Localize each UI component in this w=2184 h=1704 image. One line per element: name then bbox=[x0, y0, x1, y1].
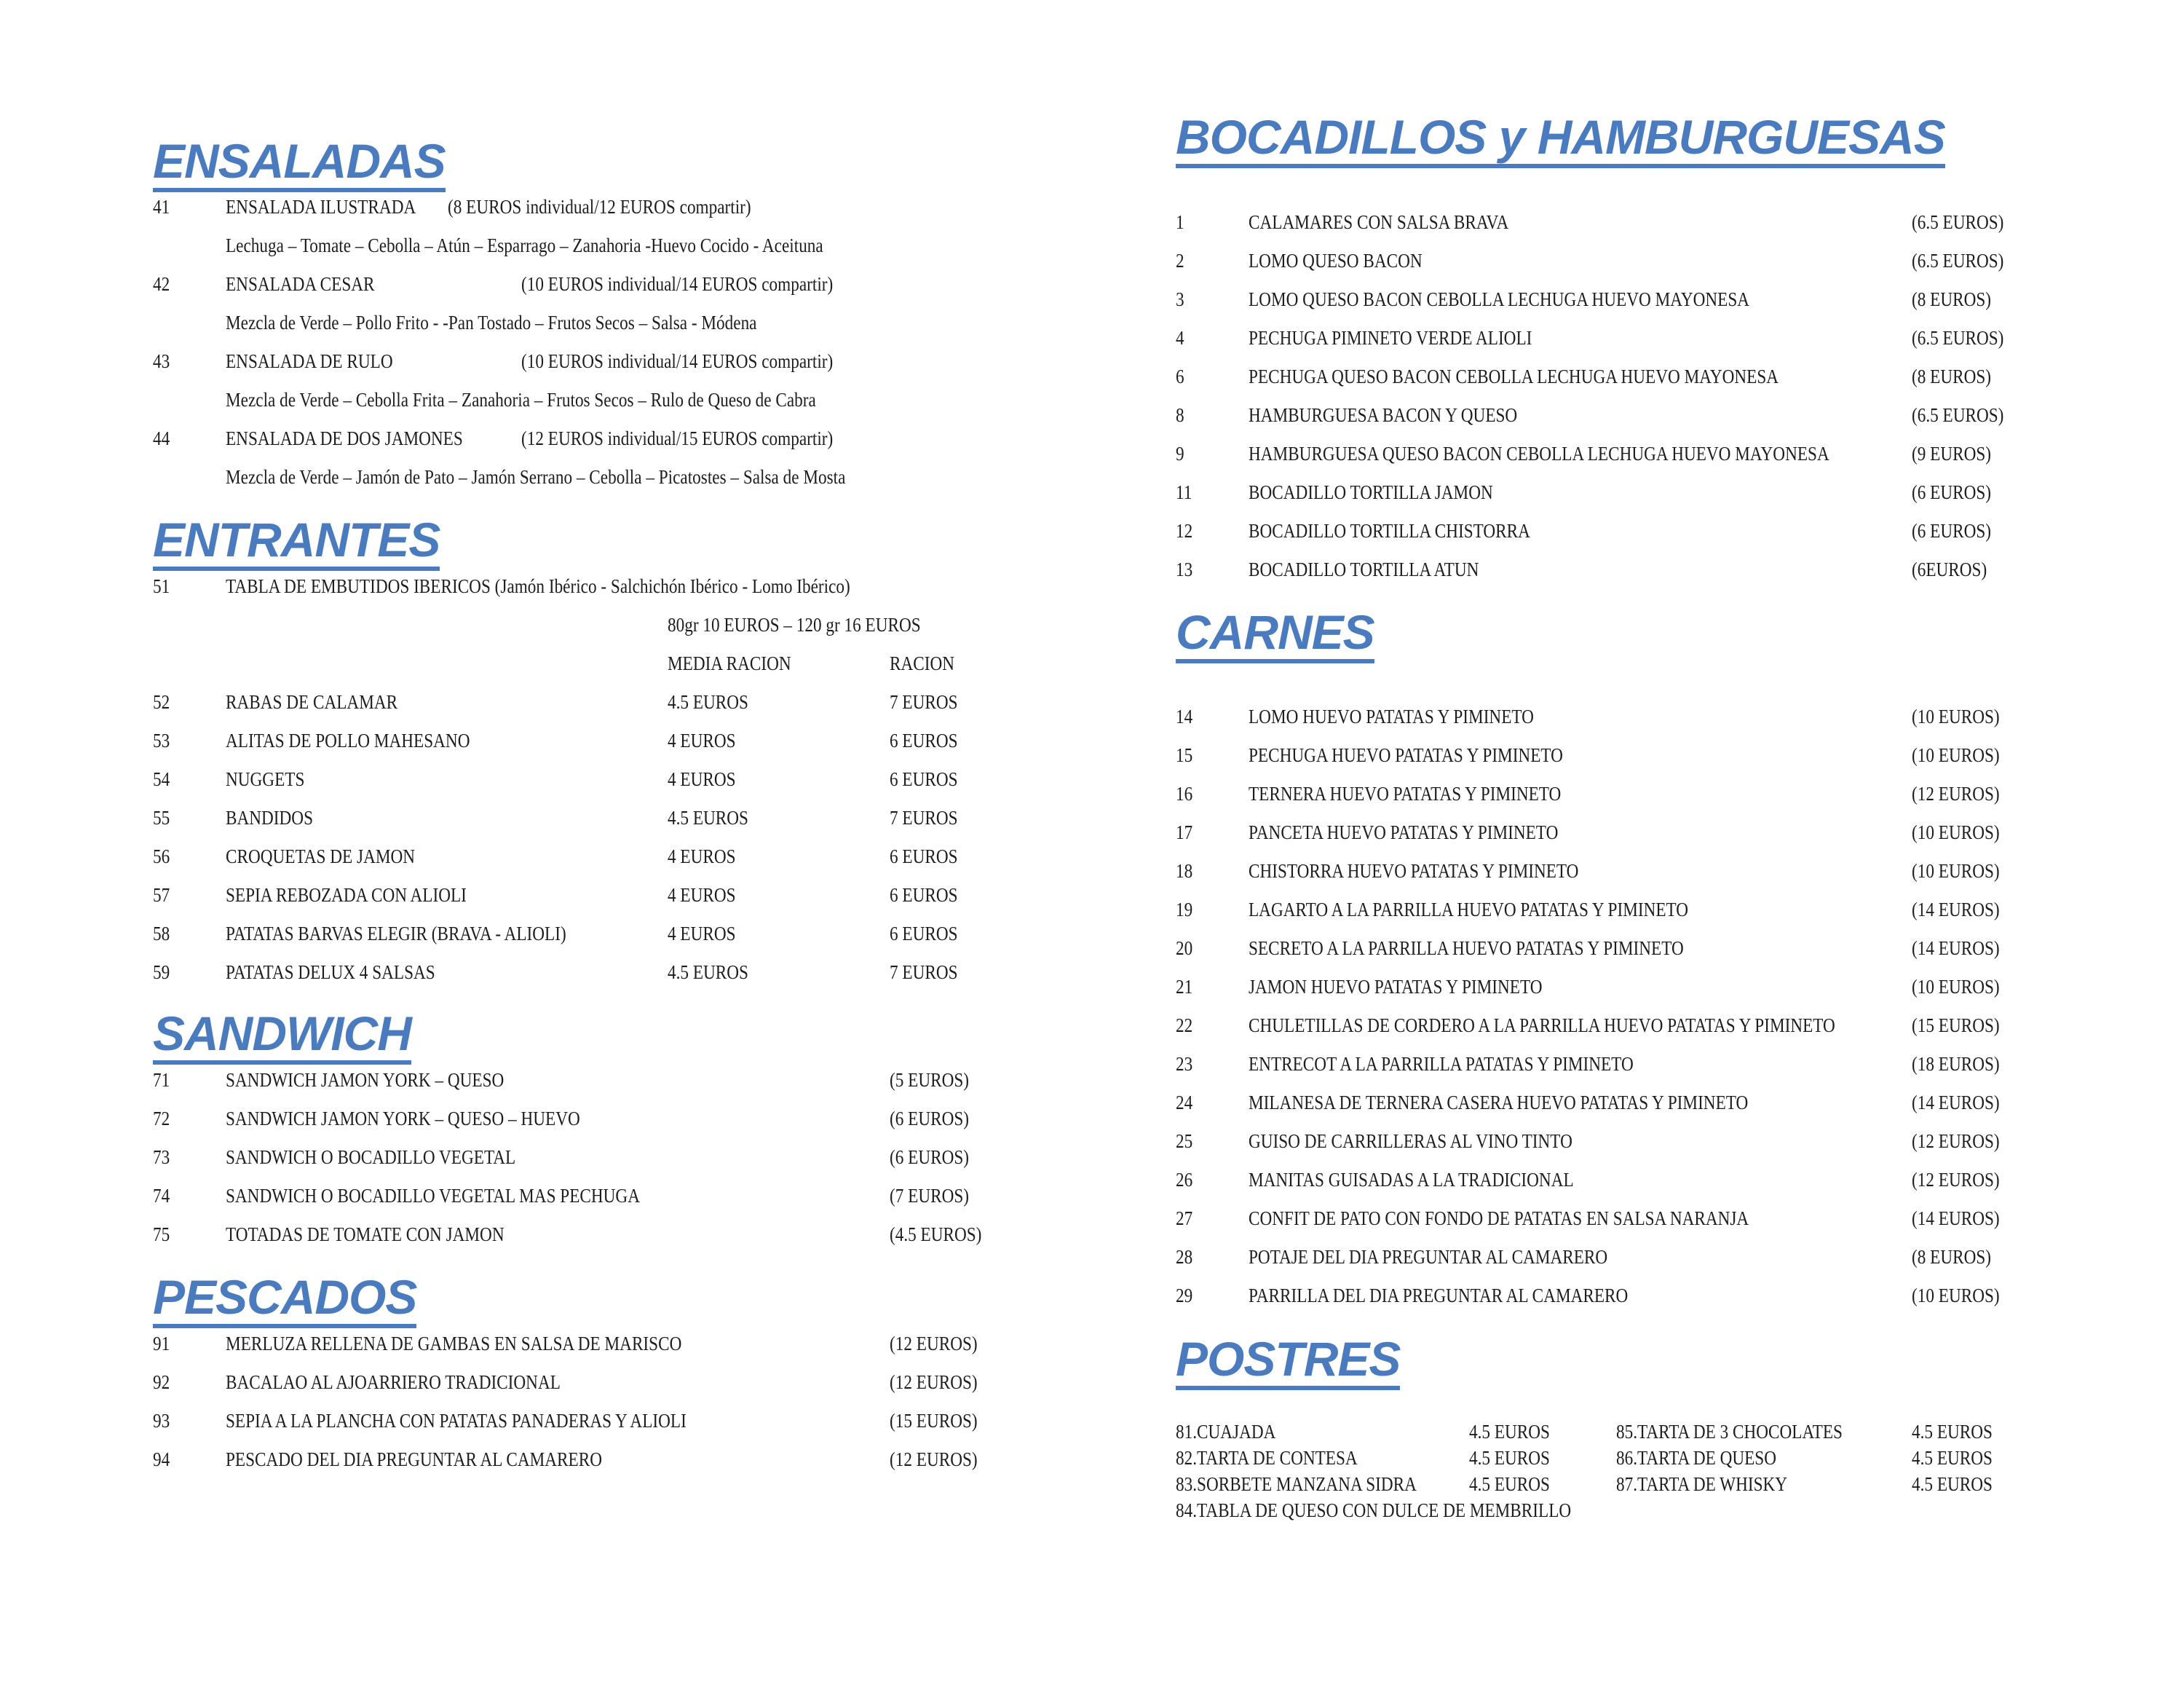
item-number: 4 bbox=[1176, 327, 1184, 349]
item-number: 15 bbox=[1176, 744, 1193, 766]
item-number: 29 bbox=[1176, 1285, 1193, 1306]
price-media: 4 EUROS bbox=[668, 923, 736, 944]
item-price: (8 EUROS) bbox=[1912, 366, 1992, 387]
dessert-name: 86.TARTA DE QUESO bbox=[1616, 1447, 1776, 1469]
item-number: 71 bbox=[153, 1069, 170, 1091]
item-name: JAMON HUEVO PATATAS Y PIMINETO bbox=[1249, 976, 1543, 998]
price-racion: 7 EUROS bbox=[890, 961, 958, 983]
item-name: TOTADAS DE TOMATE CON JAMON bbox=[226, 1223, 505, 1245]
dessert-name: 82.TARTA DE CONTESA bbox=[1176, 1447, 1358, 1469]
item-number: 44 bbox=[153, 427, 170, 449]
item-description: Mezcla de Verde – Jamón de Pato – Jamón Serrano – Cebolla – Picatostes – Salsa de Mosta bbox=[226, 466, 846, 488]
item-number: 28 bbox=[1176, 1246, 1193, 1268]
item-name: PESCADO DEL DIA PREGUNTAR AL CAMARERO bbox=[226, 1448, 602, 1470]
item-number: 8 bbox=[1176, 404, 1184, 426]
item-number: 11 bbox=[1176, 481, 1192, 503]
item-price: (14 EUROS) bbox=[1912, 899, 2000, 920]
item-price: (12 EUROS) bbox=[1912, 1130, 2000, 1152]
item-number: 3 bbox=[1176, 288, 1184, 310]
item-name: BOCADILLO TORTILLA JAMON bbox=[1249, 481, 1493, 503]
item-number: 2 bbox=[1176, 250, 1184, 272]
dessert-price: 4.5 EUROS bbox=[1912, 1421, 1993, 1443]
item-price: (6 EUROS) bbox=[1912, 520, 1992, 542]
item-price: (14 EUROS) bbox=[1912, 937, 2000, 959]
item-price: (7 EUROS) bbox=[890, 1185, 970, 1207]
item-number: 14 bbox=[1176, 706, 1193, 727]
item-number: 21 bbox=[1176, 976, 1193, 998]
item-price: (10 EUROS) bbox=[1912, 706, 2000, 727]
item-name: ENSALADA CESAR bbox=[226, 273, 375, 295]
dessert-price: 4.5 EUROS bbox=[1469, 1421, 1550, 1443]
price-racion: 6 EUROS bbox=[890, 730, 958, 752]
item-price: (14 EUROS) bbox=[1912, 1092, 2000, 1113]
dessert-price: 4.5 EUROS bbox=[1912, 1473, 1993, 1495]
section-heading-pescados: PESCADOS bbox=[153, 1273, 416, 1328]
item-price: (10 EUROS) bbox=[1912, 821, 2000, 843]
item-price: (10 EUROS) bbox=[1912, 976, 2000, 998]
section-heading-carnes: CARNES bbox=[1176, 608, 1374, 663]
dessert-price: 4.5 EUROS bbox=[1912, 1447, 1993, 1469]
item-price: (6 EUROS) bbox=[1912, 481, 1992, 503]
item-name: BACALAO AL AJOARRIERO TRADICIONAL bbox=[226, 1371, 561, 1393]
item-price: (6EUROS) bbox=[1912, 559, 1987, 580]
item-name: LOMO QUESO BACON CEBOLLA LECHUGA HUEVO MAYONESA bbox=[1249, 288, 1750, 310]
item-number: 1 bbox=[1176, 211, 1184, 233]
price-media: 4.5 EUROS bbox=[668, 691, 748, 713]
item-number: 52 bbox=[153, 691, 170, 713]
item-name: PECHUGA PIMINETO VERDE ALIOLI bbox=[1249, 327, 1532, 349]
item-price: (6 EUROS) bbox=[890, 1108, 970, 1129]
item-name: CHULETILLAS DE CORDERO A LA PARRILLA HUEVO PATATAS Y PIMINETO bbox=[1249, 1014, 1835, 1036]
item-price: (12 EUROS) bbox=[890, 1448, 978, 1470]
item-description: Mezcla de Verde – Pollo Frito - -Pan Tostado – Frutos Secos – Salsa - Módena bbox=[226, 312, 757, 334]
item-description: Lechuga – Tomate – Cebolla – Atún – Esparrago – Zanahoria -Huevo Cocido - Aceituna bbox=[226, 234, 823, 256]
item-number: 57 bbox=[153, 884, 170, 906]
item-name: CHISTORRA HUEVO PATATAS Y PIMINETO bbox=[1249, 860, 1579, 882]
item-name: MANITAS GUISADAS A LA TRADICIONAL bbox=[1249, 1169, 1574, 1191]
item-name: PECHUGA QUESO BACON CEBOLLA LECHUGA HUEVO MAYONESA bbox=[1249, 366, 1779, 387]
item-name: LOMO HUEVO PATATAS Y PIMINETO bbox=[1249, 706, 1534, 727]
item-name: HAMBURGUESA QUESO BACON CEBOLLA LECHUGA HUEVO MAYONESA bbox=[1249, 443, 1829, 465]
item-name: NUGGETS bbox=[226, 768, 305, 790]
item-number: 53 bbox=[153, 730, 170, 752]
item-number: 59 bbox=[153, 961, 170, 983]
item-description: Mezcla de Verde – Cebolla Frita – Zanahoria – Frutos Secos – Rulo de Queso de Cabra bbox=[226, 389, 816, 411]
item-price: (14 EUROS) bbox=[1912, 1207, 2000, 1229]
item-name: BOCADILLO TORTILLA CHISTORRA bbox=[1249, 520, 1530, 542]
item-price: (6.5 EUROS) bbox=[1912, 211, 2004, 233]
item-name: LOMO QUESO BACON bbox=[1249, 250, 1423, 272]
item-number: 56 bbox=[153, 845, 170, 867]
item-name: LAGARTO A LA PARRILLA HUEVO PATATAS Y PIMINETO bbox=[1249, 899, 1689, 920]
item-number: 20 bbox=[1176, 937, 1193, 959]
item-name: PECHUGA HUEVO PATATAS Y PIMINETO bbox=[1249, 744, 1563, 766]
price-media: 4 EUROS bbox=[668, 845, 736, 867]
item-price: (8 EUROS) bbox=[1912, 1246, 1992, 1268]
item-name: SANDWICH JAMON YORK – QUESO bbox=[226, 1069, 505, 1091]
item-name: POTAJE DEL DIA PREGUNTAR AL CAMARERO bbox=[1249, 1246, 1608, 1268]
price-racion: 6 EUROS bbox=[890, 845, 958, 867]
item-price: (12 EUROS) bbox=[1912, 1169, 2000, 1191]
item-number: 55 bbox=[153, 807, 170, 829]
item-number: 22 bbox=[1176, 1014, 1193, 1036]
item-number: 41 bbox=[153, 196, 170, 218]
item-number: 6 bbox=[1176, 366, 1184, 387]
item-number: 75 bbox=[153, 1223, 170, 1245]
item-number: 74 bbox=[153, 1185, 170, 1207]
item-price: (8 EUROS individual/12 EUROS compartir) bbox=[448, 196, 751, 218]
item-number: 12 bbox=[1176, 520, 1193, 542]
item-number: 73 bbox=[153, 1146, 170, 1168]
price-media: 4 EUROS bbox=[668, 884, 736, 906]
price-media: 4 EUROS bbox=[668, 730, 736, 752]
item-name: ENSALADA ILUSTRADA bbox=[226, 196, 416, 218]
column-header-media-racion: MEDIA RACION bbox=[668, 652, 791, 674]
price-media: 4.5 EUROS bbox=[668, 961, 748, 983]
item-price: (6.5 EUROS) bbox=[1912, 327, 2004, 349]
item-name: TABLA DE EMBUTIDOS IBERICOS (Jamón Ibérico - Salchichón Ibérico - Lomo Ibérico) bbox=[226, 575, 850, 597]
dessert-name: 84.TABLA DE QUESO CON DULCE DE MEMBRILLO bbox=[1176, 1499, 1572, 1521]
price-racion: 6 EUROS bbox=[890, 768, 958, 790]
item-price: (10 EUROS) bbox=[1912, 744, 2000, 766]
item-price: (15 EUROS) bbox=[1912, 1014, 2000, 1036]
dessert-price: 4.5 EUROS bbox=[1469, 1473, 1550, 1495]
item-name: ENSALADA DE RULO bbox=[226, 350, 393, 372]
item-number: 23 bbox=[1176, 1053, 1193, 1075]
item-price: (12 EUROS) bbox=[1912, 783, 2000, 805]
item-number: 16 bbox=[1176, 783, 1193, 805]
item-name: PATATAS DELUX 4 SALSAS bbox=[226, 961, 435, 983]
item-number: 94 bbox=[153, 1448, 170, 1470]
item-number: 91 bbox=[153, 1333, 170, 1354]
item-price: (8 EUROS) bbox=[1912, 288, 1992, 310]
item-price: (9 EUROS) bbox=[1912, 443, 1992, 465]
item-name: PATATAS BARVAS ELEGIR (BRAVA - ALIOLI) bbox=[226, 923, 566, 944]
item-name: ALITAS DE POLLO MAHESANO bbox=[226, 730, 470, 752]
item-name: CONFIT DE PATO CON FONDO DE PATATAS EN SALSA NARANJA bbox=[1249, 1207, 1749, 1229]
item-price: (15 EUROS) bbox=[890, 1410, 978, 1432]
item-price: 80gr 10 EUROS – 120 gr 16 EUROS bbox=[668, 614, 921, 636]
item-name: GUISO DE CARRILLERAS AL VINO TINTO bbox=[1249, 1130, 1572, 1152]
item-price: (5 EUROS) bbox=[890, 1069, 970, 1091]
item-number: 13 bbox=[1176, 559, 1193, 580]
item-name: SEPIA A LA PLANCHA CON PATATAS PANADERAS Y ALIOLI bbox=[226, 1410, 687, 1432]
item-number: 17 bbox=[1176, 821, 1193, 843]
item-name: HAMBURGUESA BACON Y QUESO bbox=[1249, 404, 1518, 426]
item-name: BOCADILLO TORTILLA ATUN bbox=[1249, 559, 1479, 580]
item-name: MILANESA DE TERNERA CASERA HUEVO PATATAS Y PIMINETO bbox=[1249, 1092, 1749, 1113]
price-racion: 6 EUROS bbox=[890, 884, 958, 906]
item-number: 93 bbox=[153, 1410, 170, 1432]
item-number: 58 bbox=[153, 923, 170, 944]
item-number: 19 bbox=[1176, 899, 1193, 920]
price-racion: 7 EUROS bbox=[890, 807, 958, 829]
item-number: 43 bbox=[153, 350, 170, 372]
section-heading-bocadillos: BOCADILLOS y HAMBURGUESAS bbox=[1176, 113, 1945, 168]
item-name: CROQUETAS DE JAMON bbox=[226, 845, 416, 867]
item-name: SANDWICH O BOCADILLO VEGETAL bbox=[226, 1146, 516, 1168]
price-media: 4 EUROS bbox=[668, 768, 736, 790]
item-name: TERNERA HUEVO PATATAS Y PIMINETO bbox=[1249, 783, 1562, 805]
item-name: ENSALADA DE DOS JAMONES bbox=[226, 427, 463, 449]
item-price: (10 EUROS individual/14 EUROS compartir) bbox=[521, 273, 834, 295]
price-media: 4.5 EUROS bbox=[668, 807, 748, 829]
item-number: 27 bbox=[1176, 1207, 1193, 1229]
item-number: 24 bbox=[1176, 1092, 1193, 1113]
item-price: (4.5 EUROS) bbox=[890, 1223, 982, 1245]
item-name: SANDWICH JAMON YORK – QUESO – HUEVO bbox=[226, 1108, 580, 1129]
item-number: 25 bbox=[1176, 1130, 1193, 1152]
item-number: 42 bbox=[153, 273, 170, 295]
item-price: (12 EUROS individual/15 EUROS compartir) bbox=[521, 427, 834, 449]
section-heading-sandwich: SANDWICH bbox=[153, 1009, 411, 1065]
dessert-name: 85.TARTA DE 3 CHOCOLATES bbox=[1616, 1421, 1843, 1443]
item-price: (6 EUROS) bbox=[890, 1146, 970, 1168]
item-name: SEPIA REBOZADA CON ALIOLI bbox=[226, 884, 467, 906]
item-name: BANDIDOS bbox=[226, 807, 313, 829]
item-number: 9 bbox=[1176, 443, 1184, 465]
dessert-name: 83.SORBETE MANZANA SIDRA bbox=[1176, 1473, 1417, 1495]
section-heading-ensaladas: ENSALADAS bbox=[153, 137, 446, 192]
item-price: (12 EUROS) bbox=[890, 1371, 978, 1393]
item-number: 26 bbox=[1176, 1169, 1193, 1191]
item-price: (10 EUROS) bbox=[1912, 860, 2000, 882]
item-name: SANDWICH O BOCADILLO VEGETAL MAS PECHUGA bbox=[226, 1185, 640, 1207]
item-number: 51 bbox=[153, 575, 170, 597]
item-name: SECRETO A LA PARRILLA HUEVO PATATAS Y PIMINETO bbox=[1249, 937, 1684, 959]
column-header-racion: RACION bbox=[890, 652, 955, 674]
item-price: (6.5 EUROS) bbox=[1912, 404, 2004, 426]
price-racion: 6 EUROS bbox=[890, 923, 958, 944]
item-price: (12 EUROS) bbox=[890, 1333, 978, 1354]
section-heading-postres: POSTRES bbox=[1176, 1335, 1400, 1390]
dessert-name: 81.CUAJADA bbox=[1176, 1421, 1276, 1443]
item-price: (18 EUROS) bbox=[1912, 1053, 2000, 1075]
item-price: (6.5 EUROS) bbox=[1912, 250, 2004, 272]
item-name: PARRILLA DEL DIA PREGUNTAR AL CAMARERO bbox=[1249, 1285, 1629, 1306]
dessert-name: 87.TARTA DE WHISKY bbox=[1616, 1473, 1788, 1495]
item-number: 92 bbox=[153, 1371, 170, 1393]
item-number: 18 bbox=[1176, 860, 1193, 882]
item-price: (10 EUROS individual/14 EUROS compartir) bbox=[521, 350, 834, 372]
dessert-price: 4.5 EUROS bbox=[1469, 1447, 1550, 1469]
item-number: 54 bbox=[153, 768, 170, 790]
section-heading-entrantes: ENTRANTES bbox=[153, 516, 440, 571]
price-racion: 7 EUROS bbox=[890, 691, 958, 713]
item-name: MERLUZA RELLENA DE GAMBAS EN SALSA DE MARISCO bbox=[226, 1333, 682, 1354]
item-name: PANCETA HUEVO PATATAS Y PIMINETO bbox=[1249, 821, 1559, 843]
item-name: CALAMARES CON SALSA BRAVA bbox=[1249, 211, 1509, 233]
item-name: ENTRECOT A LA PARRILLA PATATAS Y PIMINETO bbox=[1249, 1053, 1634, 1075]
item-price: (10 EUROS) bbox=[1912, 1285, 2000, 1306]
item-number: 72 bbox=[153, 1108, 170, 1129]
item-name: RABAS DE CALAMAR bbox=[226, 691, 398, 713]
